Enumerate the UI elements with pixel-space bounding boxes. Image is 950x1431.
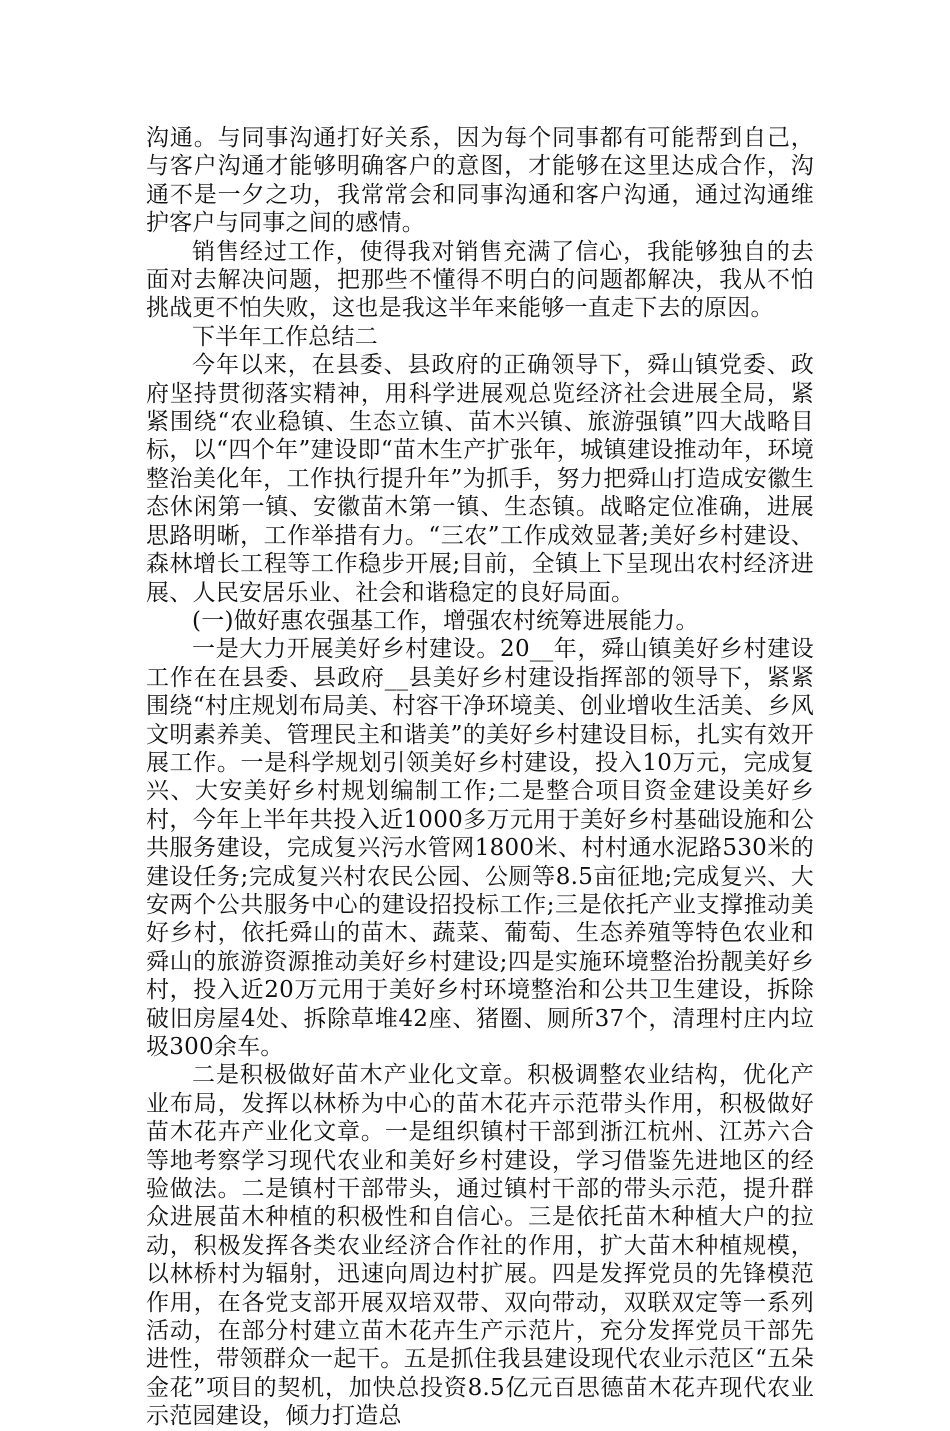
subsection-heading: (一)做好惠农强基工作，增强农村统筹进展能力。 (192, 607, 699, 634)
paragraph: 今年以来，在县委、县政府的正确领导下，舜山镇党委、政府坚持贯彻落实精神，用科学进展观总览经济社会进展全局，紧紧围绕“农业稳镇、生态立镇、苗木兴镇、旅游强镇”四大战略目标，以“四个年”建设即“苗木生产扩张年，城镇建设推动年，环境整治美化年，工作执行提升年”为抓手，努力把舜山打造成安徽生态休闲第一镇、安徽苗木第一镇、生态镇。战略定位准确，进展思路明晰，工作举措有力。“三农”工作成效显著;美好乡村建设、森林增长工程等工作稳步开展;目前，全镇上下呈现出农村经济进展、人民安居乐业、社会和谐稳定的良好局面。 (146, 352, 814, 606)
document-body (146, 124, 814, 1431)
paragraph: 沟通。与同事沟通打好关系，因为每个同事都有可能帮到自己，与客户沟通才能够明确客户的意图，才能够在这里达成合作，沟通不是一夕之功，我常常会和同事沟通和客户沟通，通过沟通维护客户与同事之间的感情。 (146, 125, 814, 237)
paragraph: 一是大力开展美好乡村建设。20__年，舜山镇美好乡村建设工作在在县委、县政府__县美好乡村建设指挥部的领导下，紧紧围绕“村庄规划布局美、村容干净环境美、创业增收生活美、乡风文明素养美、管理民主和谐美”的美好乡村建设目标，扎实有效开展工作。一是科学规划引领美好乡村建设，投入10万元，完成复兴、大安美好乡村规划编制工作;二是整合项目资金建设美好乡村，今年上半年共投入近1000多万元用于美好乡村基础设施和公共服务建设，完成复兴污水管网1800米、村村通水泥路530米的建设任务;完成复兴村农民公园、公厕等8.5亩征地;完成复兴、大安两个公共服务中心的建设招投标工作;三是依托产业支撑推动美好乡村，依托舜山的苗木、蔬菜、葡萄、生态养殖等特色农业和舜山的旅游资源推动美好乡村建设;四是实施环境整治扮靓美好乡村，投入近20万元用于美好乡村环境整治和公共卫生建设，拆除破旧房屋4处、拆除草堆42座、猪圈、厕所37个，清理村庄内垃圾300余车。 (146, 636, 814, 1060)
paragraph: 销售经过工作，使得我对销售充满了信心，我能够独自的去面对去解决问题，把那些不懂得不明白的问题都解决，我从不怕挑战更不怕失败，这也是我这半年来能够一直走下去的原因。 (146, 238, 814, 322)
paragraph: 二是积极做好苗木产业化文章。积极调整农业结构，优化产业布局，发挥以林桥为中心的苗木花卉示范带头作用，积极做好苗木花卉产业化文章。一是组织镇村干部到浙江杭州、江苏六合等地考察学习现代农业和美好乡村建设，学习借鉴先进地区的经验做法。二是镇村干部带头，通过镇村干部的带头示范，提升群众进展苗木种植的积极性和自信心。三是依托苗木种植大户的拉动，积极发挥各类农业经济合作社的作用，扩大苗木种植规模，以林桥村为辐射，迅速向周边村扩展。四是发挥党员的先锋模范作用，在各党支部开展双培双带、双向带动，双联双定等一系列活动，在部分村建立苗木花卉生产示范片，充分发挥党员干部先进性，带领群众一起干。五是抓住我县建设现代农业示范区“五朵金花”项目的契机，加快总投资8.5亿元百思德苗木花卉现代农业示范园建设，倾力打造总 (146, 1062, 814, 1430)
section-heading: 下半年工作总结二 (192, 323, 378, 350)
